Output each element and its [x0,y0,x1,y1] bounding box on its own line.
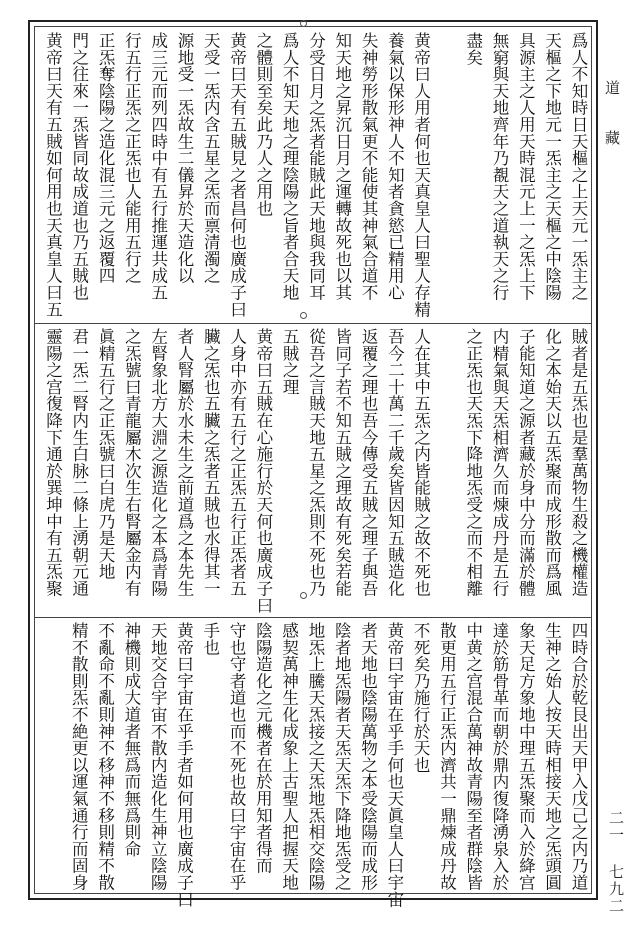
text-column: 不亂命不亂則神不移神不移則精不散 [95,622,115,891]
margin-title-zang: 藏 [603,130,621,145]
text-column: 散更用五行正炁内濟共一鼎煉成丹故 [437,622,457,891]
text-column: 黄帝曰宇宙在乎手者如何用也廣成子曰 [174,622,194,908]
text-column: 化之本始天以五炁聚而成形散而爲風 [542,328,562,597]
text-column: 之正炁也天炁下降地炁受之而不相離 [463,328,483,597]
text-column: 黄帝曰宇宙在乎手何也天眞皇人曰宇宙 [384,622,404,908]
text-column: 天地交合宇宙不散内造化生神立陰陽 [148,622,168,891]
text-panel-bottom [44,620,588,908]
text-column: 盡矣 [463,32,483,66]
text-column: 中黄之宫混合萬神故青陽至者群陰皆 [463,622,483,891]
text-column: 黄帝曰五賊在心施行於天何也廣成子曰 [253,328,273,614]
text-column: 返覆之理也吾今傳受五賊之理子與吾 [359,328,379,597]
page-number: 二一 七九二 [607,810,625,915]
text-column: 從吾之言賊天地五星之炁則不死也乃 [306,328,326,597]
text-column: 之體則至矣此乃人之用也 [253,32,273,217]
text-column: 天樞之下地元一炁主之天樞之中陰陽 [542,32,562,301]
section-mark-circle [300,20,307,27]
text-column: 達於筋骨革而朝於鼎内復降湧泉入於 [490,622,510,891]
text-column: 人在其中五炁之内皆能賊之故不死也 [411,328,431,597]
text-column: 者人腎屬於水未生之前道爲之本先生 [174,328,194,597]
text-column: 内精氣與天炁相濟久而煉成丹是五行 [490,328,510,597]
text-column: 君一炁二腎内生白脉二條上湧朝元通 [69,328,89,597]
text-column: 精不散則炁不絶更以運氣通行而固身 [69,622,89,891]
text-column: 門之往來一炁皆同故成道也乃五賊也 [69,32,89,301]
text-column [44,620,60,892]
text-column: 吾今二十萬二千歲矣皆因知五賊造化 [385,328,405,597]
text-column: 陰陽造化之元機者在於用知者得而 [253,622,273,874]
text-column: 知天地之昇沉日月之運轉故死也以其 [332,32,352,301]
text-column: 靈陽之宫復降下通於巽坤中有五炁聚 [43,328,63,597]
panel-divider-1 [35,323,591,324]
text-column: 臟之炁也五臟之炁者五賊也水得其一 [201,328,221,597]
text-column [438,326,454,596]
text-column: 四時合於乾艮出天甲入戊己之内乃道 [568,622,588,891]
text-column: 陰者地炁陽者天炁天炁下降地炁受之 [332,622,352,891]
text-column: 五賊之理 [280,328,300,396]
text-column: 黄帝曰天有五賊如何用也天真皇人曰五 [43,32,63,318]
text-column: 失神勞形散氣更不能使其神氣合道不 [359,32,379,301]
text-column: 源地受一炁故生二儀昇於天造化以 [174,32,194,284]
text-column: 正炁奪陰陽之造化混三元之返覆四 [96,32,116,284]
text-column: 手也 [200,622,220,656]
text-column: 分受日月之炁者能賊此天地與我同耳 [306,32,326,301]
text-column: 成三元而列四時中有五行推運共成五 [148,32,168,301]
text-column: 爲人不知天地之理陰陽之旨者合天地 [280,32,300,301]
text-column: 地炁上騰天炁接之天炁地炁相交陰陽 [305,622,325,891]
text-column [438,30,454,304]
text-column: 天受一炁内含五星之炁而禀清濁之 [201,32,221,284]
text-panel-top [43,30,588,318]
text-column: 皆同子若不知五賊之理故有死矣若能 [332,328,352,597]
text-column: 眞精五行之正炁號曰白虎乃是天地 [96,328,116,580]
text-column: 者天地也陰陽萬物之本受陰陽而成形 [358,622,378,891]
text-column: 感契萬神生化成象上古聖人把握天地 [279,622,299,891]
text-column: 養氣以保形神人不知者貪慾已精用心 [385,32,405,301]
section-mark-circle [300,312,307,319]
panel-divider-2 [35,617,591,618]
text-column: 象天足方象地中理五炁聚而入於絳宫 [516,622,536,891]
text-column: 之炁號曰青龍屬木次生右腎屬金内有 [122,328,142,597]
text-column: 黄帝曰人用者何也天真皇人曰聖人存精 [411,32,431,318]
text-panel-middle [43,326,588,614]
text-column: 子能知道之源者藏於身中分而滿於體 [516,328,536,597]
text-column: 守也守者道也而不死也故曰宇宙在乎 [227,622,247,891]
margin-title-dao: 道 [603,80,621,95]
text-column: 不死矣乃施行於天也 [411,622,431,774]
text-column: 爲人不知時日天樞之上天元一炁主之 [568,32,588,301]
text-column: 左腎象北方大淵之源造化之本爲青陽 [148,328,168,597]
text-column: 行五行正炁之正炁也人能用五行之 [122,32,142,284]
text-column: 具源主之人用天時混元上一之炁上下 [516,32,536,301]
text-column: 人身中亦有五行之正炁五行正炁者五 [227,328,247,597]
text-column: 賊者是五炁也是羣萬物生殺之機權造 [568,328,588,597]
text-column: 黄帝曰天有五賊見之者昌何也廣成子曰 [227,32,247,318]
text-column: 生神之始人按天時相接天地之炁頭圓 [542,622,562,891]
section-mark-circle [300,592,307,599]
text-column: 神機則成大道者無爲而無爲則命 [121,622,141,858]
text-column: 無窮與天地齊年乃覩天之道執天之行 [490,32,510,301]
